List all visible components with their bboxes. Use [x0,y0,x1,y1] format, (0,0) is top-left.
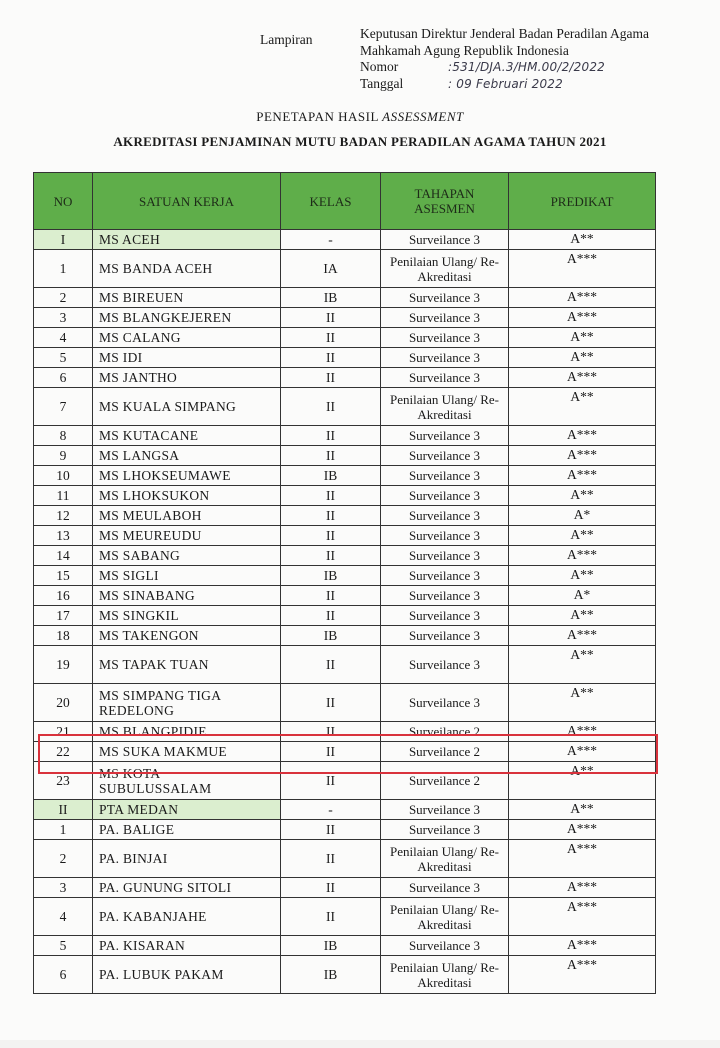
cell-tahap: Surveilance 3 [381,646,509,684]
table-row [34,762,656,800]
table-row [34,684,656,722]
cell-tahap: Surveilance 3 [381,936,509,956]
cell-kelas: II [281,820,381,840]
cell-tahap: Surveilance 3 [381,526,509,546]
table-row [34,646,656,684]
cell-name: MS CALANG [93,328,281,348]
cell-pred: A*** [509,956,656,994]
cell-kelas: II [281,646,381,684]
cell-kelas: II [281,426,381,446]
nomor-value: :531/DJA.3/HM.00/2/2022 [448,60,606,74]
cell-name: PA. BINJAI [93,840,281,878]
cell-name: MS MEUREUDU [93,526,281,546]
cell-pred: A*** [509,308,656,328]
cell-name: MS LHOKSUKON [93,486,281,506]
cell-name: MS MEULABOH [93,506,281,526]
table-row [34,348,656,368]
cell-pred: A*** [509,546,656,566]
cell-pred: A*** [509,936,656,956]
cell-pred: A** [509,684,656,722]
cell-name: PA. KISARAN [93,936,281,956]
cell-name: MS LANGSA [93,446,281,466]
table-row [34,898,656,936]
table-row [34,506,656,526]
cell-kelas: II [281,486,381,506]
cell-tahap: Surveilance 3 [381,684,509,722]
cell-pred: A** [509,486,656,506]
cell-pred: A*** [509,288,656,308]
table-row [34,250,656,288]
cell-kelas: II [281,878,381,898]
cell-name: MS IDI [93,348,281,368]
cell-pred: A*** [509,368,656,388]
cell-no: 11 [34,486,93,506]
cell-tahap: Surveilance 3 [381,368,509,388]
cell-name: PA. BALIGE [93,820,281,840]
cell-name: MS KOTA SUBULUSSALAM [93,762,281,800]
cell-no: 2 [34,840,93,878]
cell-pred: A*** [509,626,656,646]
table-row [34,446,656,466]
tanggal-row [360,76,680,93]
cell-name: MS BLANGKEJEREN [93,308,281,328]
cell-no: 6 [34,956,93,994]
cell-kelas: II [281,898,381,936]
cell-tahap: Surveilance 3 [381,506,509,526]
cell-tahap: Surveilance 3 [381,230,509,250]
cell-name: PTA MEDAN [93,800,281,820]
table-row [34,742,656,762]
cell-tahap: Surveilance 3 [381,348,509,368]
cell-pred: A*** [509,466,656,486]
cell-pred: A** [509,800,656,820]
assessment-table [33,172,656,994]
assessment-table-wrap [33,172,655,994]
cell-pred: A** [509,348,656,368]
cell-tahap: Surveilance 3 [381,328,509,348]
cell-kelas: II [281,368,381,388]
cell-no: II [34,800,93,820]
table-row [34,586,656,606]
cell-no: I [34,230,93,250]
cell-no: 17 [34,606,93,626]
cell-kelas: II [281,526,381,546]
table-row [34,426,656,446]
cell-pred: A* [509,506,656,526]
header-tahapan-asesmen: TAHAPAN ASESMEN [381,173,509,230]
cell-pred: A** [509,566,656,586]
cell-no: 10 [34,466,93,486]
cell-no: 1 [34,820,93,840]
cell-pred: A*** [509,446,656,466]
header-satuan-kerja: SATUAN KERJA [93,173,281,230]
document-title-line-1 [0,109,720,125]
cell-no: 7 [34,388,93,426]
cell-pred: A** [509,328,656,348]
cell-no: 16 [34,586,93,606]
cell-no: 9 [34,446,93,466]
table-row [34,840,656,878]
table-row [34,878,656,898]
cell-no: 2 [34,288,93,308]
document-title-line-2: AKREDITASI PENJAMINAN MUTU BADAN PERADILAN AGAMA TAHUN 2021 [113,134,607,149]
cell-name: MS SUKA MAKMUE [93,742,281,762]
cell-pred: A*** [509,878,656,898]
cell-kelas: II [281,546,381,566]
cell-name: MS TAKENGON [93,626,281,646]
cell-tahap: Surveilance 3 [381,546,509,566]
cell-pred: A*** [509,426,656,446]
table-row [34,722,656,742]
cell-no: 21 [34,722,93,742]
cell-name: MS ACEH [93,230,281,250]
decree-info [360,26,680,92]
cell-tahap: Surveilance 3 [381,288,509,308]
cell-kelas: IB [281,936,381,956]
header-predikat: PREDIKAT [509,173,656,230]
table-row [34,566,656,586]
cell-no: 6 [34,368,93,388]
cell-kelas: - [281,230,381,250]
table-row [34,288,656,308]
cell-tahap: Surveilance 3 [381,486,509,506]
cell-pred: A** [509,230,656,250]
cell-pred: A** [509,606,656,626]
cell-tahap: Penilaian Ulang/ Re-Akreditasi [381,388,509,426]
group-row [34,230,656,250]
nomor-row [360,59,680,76]
cell-no: 4 [34,898,93,936]
title-prefix: PENETAPAN HASIL [256,109,379,124]
cell-no: 1 [34,250,93,288]
cell-pred: A** [509,526,656,546]
table-row [34,626,656,646]
cell-no: 5 [34,348,93,368]
cell-tahap: Surveilance 3 [381,606,509,626]
cell-pred: A*** [509,722,656,742]
cell-no: 5 [34,936,93,956]
cell-name: MS SINGKIL [93,606,281,626]
table-row [34,328,656,348]
cell-pred: A*** [509,250,656,288]
nomor-label: Nomor [360,59,399,74]
cell-name: MS LHOKSEUMAWE [93,466,281,486]
tanggal-value: : 09 Februari 2022 [448,76,563,91]
cell-kelas: IA [281,250,381,288]
header-kelas: KELAS [281,173,381,230]
table-row [34,936,656,956]
cell-kelas: II [281,388,381,426]
table-row [34,820,656,840]
cell-name: MS SIGLI [93,566,281,586]
cell-no: 20 [34,684,93,722]
cell-pred: A* [509,586,656,606]
cell-kelas: II [281,840,381,878]
cell-kelas: II [281,328,381,348]
cell-kelas: IB [281,956,381,994]
cell-pred: A** [509,762,656,800]
cell-tahap: Surveilance 3 [381,586,509,606]
cell-tahap: Surveilance 2 [381,722,509,742]
cell-name: MS BANDA ACEH [93,250,281,288]
cell-tahap: Surveilance 3 [381,820,509,840]
cell-no: 4 [34,328,93,348]
table-row [34,956,656,994]
cell-name: MS KUALA SIMPANG [93,388,281,426]
cell-kelas: IB [281,288,381,308]
cell-kelas: II [281,348,381,368]
table-row [34,486,656,506]
cell-kelas: II [281,446,381,466]
cell-no: 15 [34,566,93,586]
cell-name: PA. KABANJAHE [93,898,281,936]
cell-kelas: IB [281,466,381,486]
table-header-row [34,173,656,230]
table-body [34,230,656,994]
cell-tahap: Penilaian Ulang/ Re-Akreditasi [381,250,509,288]
cell-tahap: Surveilance 3 [381,466,509,486]
cell-name: PA. GUNUNG SITOLI [93,878,281,898]
cell-tahap: Penilaian Ulang/ Re-Akreditasi [381,840,509,878]
lampiran-label: Lampiran [260,32,313,47]
cell-tahap: Surveilance 2 [381,762,509,800]
cell-tahap: Surveilance 3 [381,308,509,328]
cell-kelas: IB [281,566,381,586]
cell-no: 18 [34,626,93,646]
cell-name: MS SABANG [93,546,281,566]
cell-name: MS KUTACANE [93,426,281,446]
cell-name: MS SINABANG [93,586,281,606]
table-row [34,606,656,626]
table-row [34,526,656,546]
group-row [34,800,656,820]
cell-kelas: II [281,742,381,762]
cell-no: 8 [34,426,93,446]
tanggal-label: Tanggal [360,75,404,91]
cell-no: 14 [34,546,93,566]
table-row [34,368,656,388]
header-no: NO [34,173,93,230]
table-row [34,466,656,486]
cell-no: 3 [34,308,93,328]
table-row [34,308,656,328]
cell-tahap: Surveilance 3 [381,800,509,820]
cell-pred: A*** [509,820,656,840]
cell-pred: A** [509,646,656,684]
cell-pred: A*** [509,898,656,936]
cell-no: 3 [34,878,93,898]
cell-name: MS BIREUEN [93,288,281,308]
decree-line-2: Mahkamah Agung Republik Indonesia [360,42,569,58]
cell-tahap: Penilaian Ulang/ Re-Akreditasi [381,898,509,936]
cell-pred: A*** [509,840,656,878]
cell-no: 22 [34,742,93,762]
cell-kelas: II [281,606,381,626]
cell-name: MS BLANGPIDIE [93,722,281,742]
cell-name: MS TAPAK TUAN [93,646,281,684]
cell-tahap: Surveilance 3 [381,446,509,466]
cell-kelas: - [281,800,381,820]
cell-tahap: Surveilance 3 [381,566,509,586]
decree-line-1: Keputusan Direktur Jenderal Badan Peradilan Agama [360,26,650,41]
cell-name: PA. LUBUK PAKAM [93,956,281,994]
cell-name: MS SIMPANG TIGA REDELONG [93,684,281,722]
cell-no: 19 [34,646,93,684]
cell-pred: A*** [509,742,656,762]
cell-kelas: II [281,722,381,742]
cell-tahap: Surveilance 3 [381,426,509,446]
cell-no: 23 [34,762,93,800]
cell-no: 13 [34,526,93,546]
cell-kelas: II [281,684,381,722]
cell-pred: A** [509,388,656,426]
cell-kelas: IB [281,626,381,646]
table-row [34,546,656,566]
table-row [34,388,656,426]
cell-tahap: Surveilance 3 [381,878,509,898]
cell-kelas: II [281,308,381,328]
cell-kelas: II [281,506,381,526]
cell-kelas: II [281,586,381,606]
cell-tahap: Surveilance 2 [381,742,509,762]
title-italic: ASSESSMENT [382,109,464,124]
cell-no: 12 [34,506,93,526]
cell-tahap: Surveilance 3 [381,626,509,646]
cell-kelas: II [281,762,381,800]
cell-name: MS JANTHO [93,368,281,388]
cell-tahap: Penilaian Ulang/ Re-Akreditasi [381,956,509,994]
